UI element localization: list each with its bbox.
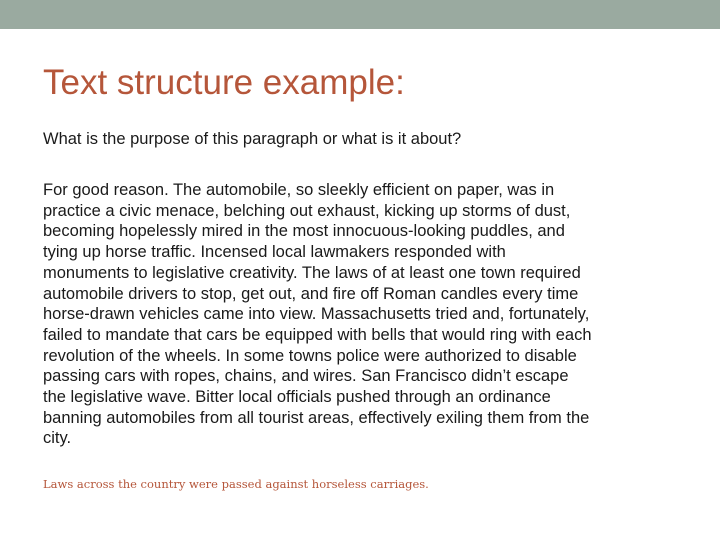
caption-text: Laws across the country were passed against horseless carriages. xyxy=(43,477,429,491)
paragraph-line: For good reason. The automobile, so sleekly efficient on paper, was in xyxy=(43,181,555,199)
paragraph-line: monuments to legislative creativity. The laws of at least one town required xyxy=(43,263,581,282)
paragraph-line: tying up horse traffic. Incensed local lawmakers responded with xyxy=(43,243,506,262)
question-text: What is the purpose of this paragraph or what is it about? xyxy=(43,130,462,148)
paragraph-line: city. xyxy=(43,429,72,448)
slide-title: Text structure example: xyxy=(43,63,405,102)
body-paragraph xyxy=(43,180,679,449)
paragraph-line: passing cars with ropes, chains, and wires. San Francisco didn’t escape xyxy=(43,367,569,386)
paragraph-line: horse-drawn vehicles came into view. Massachusetts tried and, fortunately, xyxy=(43,305,590,324)
paragraph-line: practice a civic menace, belching out exhaust, kicking up storms of dust, xyxy=(43,201,571,220)
paragraph-line: failed to mandate that cars be equipped with bells that would ring with each xyxy=(43,325,592,344)
top-accent-bar xyxy=(0,0,720,29)
paragraph-line: the legislative wave. Bitter local officials pushed through an ordinance xyxy=(43,388,551,407)
paragraph-line: automobile drivers to stop, get out, and fire off Roman candles every time xyxy=(43,284,579,303)
paragraph-line: banning automobiles from all tourist areas, effectively exiling them from the xyxy=(43,408,590,427)
paragraph-line: becoming hopelessly mired in the most innocuous-looking puddles, and xyxy=(43,222,565,241)
paragraph-line: revolution of the wheels. In some towns police were authorized to disable xyxy=(43,346,577,365)
